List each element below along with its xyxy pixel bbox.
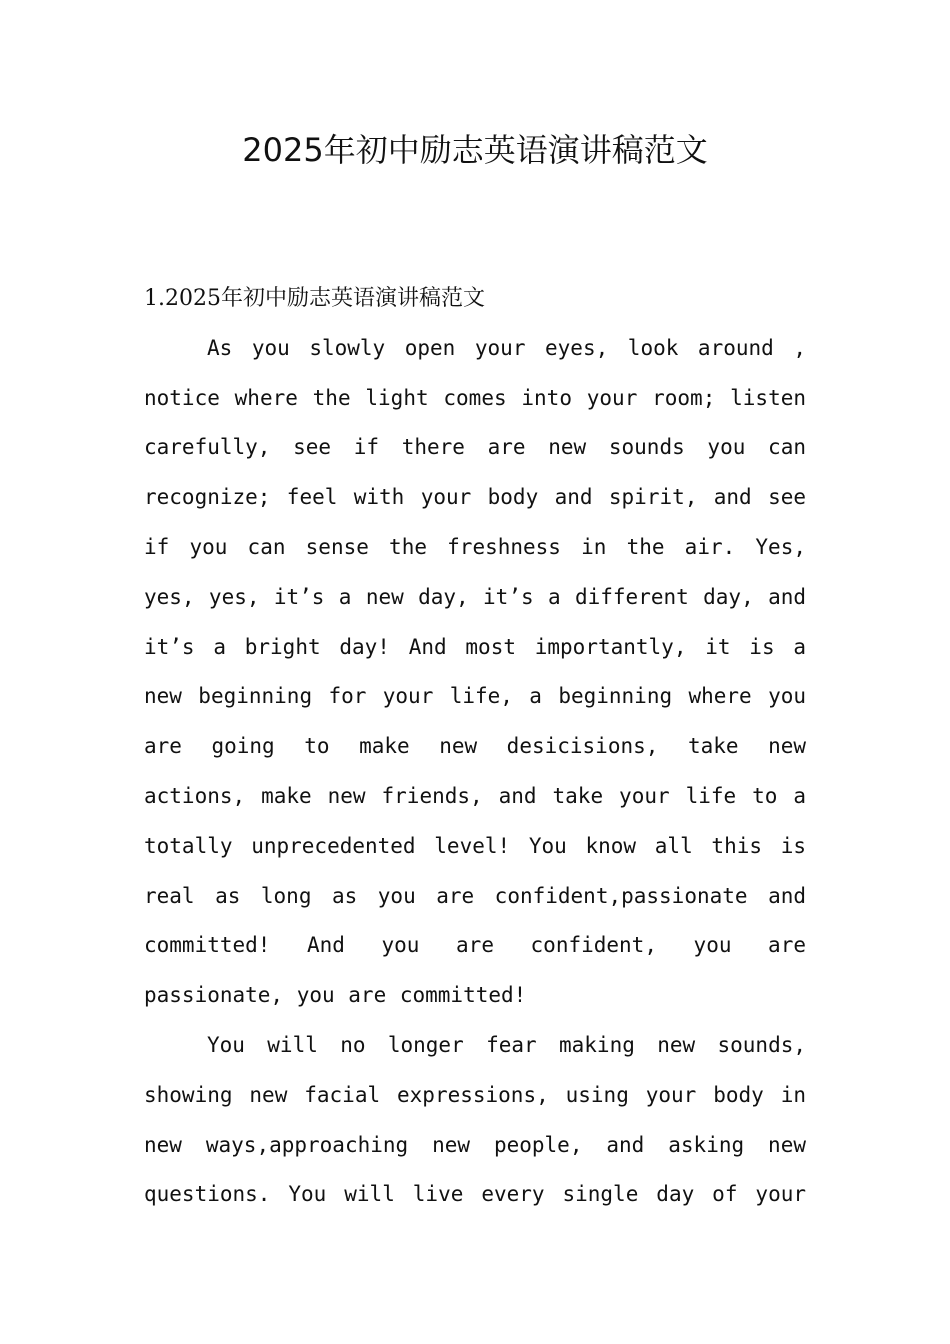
- document-body: [144, 274, 806, 1220]
- paragraph-1: As you slowly open your eyes, look around , notice where the light comes into your room; listen carefully, see if there are new sounds you can recognize; feel with your body and spirit, and see if you can sense the freshness in the air. Yes, yes, yes, it’s a new day, it’s a different day, and it’s a bright day! And most importantly, it is a new beginning for your life, a beginning where you are going to make new desicisions, take new actions, make new friends, and take your life to a totally unprecedented level! You know all this is real as long as you are confident,passionate and committed! And you are confident, you are passionate, you are committed!: [144, 335, 806, 1008]
- paragraph-2: You will no longer fear making new sounds, showing new facial expressions, using your body in new ways,approaching new people, and asking new questions. You will live every single day of your: [144, 1032, 806, 1207]
- document-title: 2025年初中励志英语演讲稿范文: [242, 131, 708, 169]
- section-heading: 1.2025年初中励志英语演讲稿范文: [144, 286, 485, 311]
